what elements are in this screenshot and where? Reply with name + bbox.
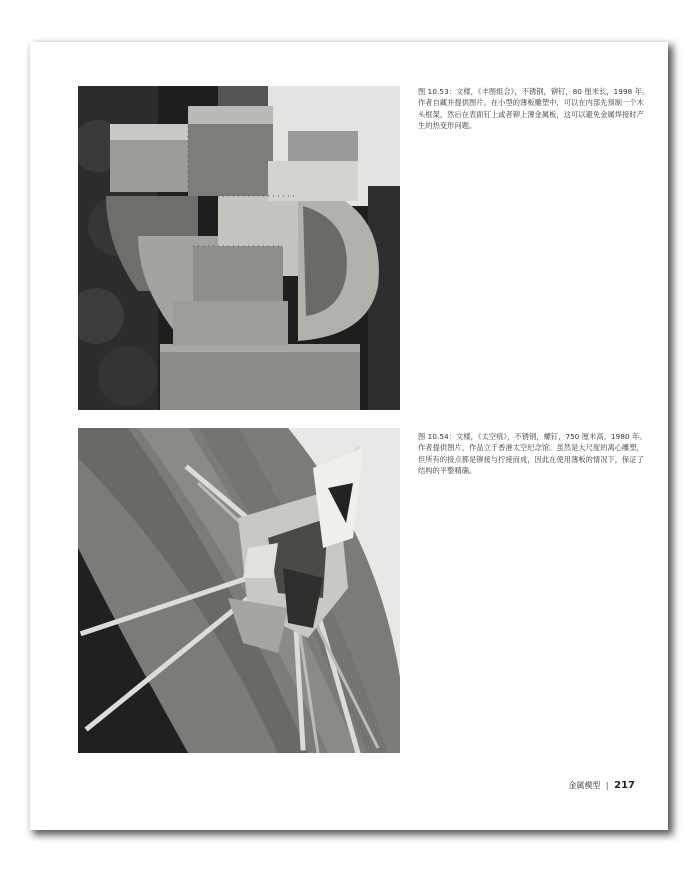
page-footer — [568, 780, 635, 791]
figure-10-54-photo — [78, 428, 400, 753]
figure-10-54-caption: 图 10.54：文楼，《太空痕》，不锈钢，螺钉，750 厘米高，1980 年。作者提供图片，作品立于香港太空纪念馆。虽然是大尺度的离心雕塑，但所有的接点都是铆接与拧接而成，因此在使用薄板的情况下，保证了结构的平整精确。 — [418, 432, 647, 476]
book-page — [30, 42, 668, 830]
figure-10-53-photo — [78, 86, 400, 410]
footer-separator: | — [605, 781, 609, 790]
figure-10-53-caption: 图 10.53：文楼，《丰图组合》，不锈钢，铆钉，80 厘米长，1998 年。作者自藏并提供图片。在小型的薄板雕塑中，可以在内部先预制一个木头框架，然后在表面钉上或者铆上薄金属板，这可以避免金属焊接时产生的热变形问题。 — [418, 87, 650, 131]
section-title: 金属模型 — [568, 781, 601, 790]
page-number: 217 — [614, 780, 635, 791]
